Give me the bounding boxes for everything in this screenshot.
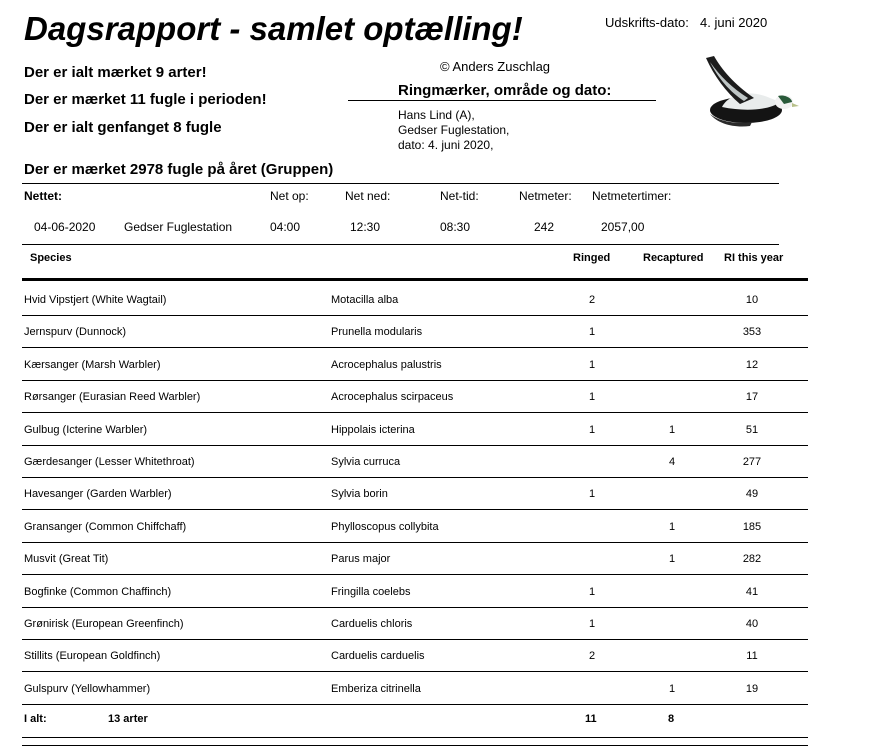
ri-year-count: 40 <box>745 618 759 630</box>
ringed-count: 1 <box>588 423 596 436</box>
net-station: Gedser Fuglestation <box>124 220 233 234</box>
ringed-count: 1 <box>588 488 596 501</box>
species-latin: Parus major <box>331 553 391 566</box>
totals-species: 13 arter <box>108 713 148 725</box>
ringer-underline <box>348 100 656 101</box>
recaptured-count: 1 <box>668 682 676 695</box>
table-row <box>0 414 884 446</box>
totals-rule-1 <box>22 737 808 738</box>
species-latin: Acrocephalus palustris <box>331 358 442 371</box>
table-row <box>0 284 884 316</box>
species-latin: Hippolais icterina <box>331 423 415 436</box>
species-latin: Motacilla alba <box>331 294 399 306</box>
table-row <box>0 316 884 348</box>
net-meter-hours-label: Netmetertimer: <box>592 189 672 203</box>
species-latin: Emberiza citrinella <box>331 682 421 695</box>
summary-species: Der er ialt mærket 9 arter! <box>24 64 207 81</box>
species-name: Musvit (Great Tit) <box>24 553 109 566</box>
species-name: Bogfinke (Common Chaffinch) <box>24 585 172 598</box>
species-name: Rørsanger (Eurasian Reed Warbler) <box>24 391 201 404</box>
ri-year-count: 282 <box>742 553 762 566</box>
species-name: Jernspurv (Dunnock) <box>24 326 127 339</box>
table-row <box>0 446 884 478</box>
species-latin: Carduelis chloris <box>331 618 413 630</box>
ringer-name: Hans Lind (A), <box>398 108 475 122</box>
col-ri-year: RI this year <box>724 252 784 264</box>
species-latin: Prunella modularis <box>331 326 423 339</box>
net-meter-hours: 2057,00 <box>601 220 645 234</box>
table-row <box>0 511 884 543</box>
species-name: Gærdesanger (Lesser Whitethroat) <box>24 456 195 468</box>
ri-year-count: 17 <box>745 391 759 404</box>
ringed-count: 1 <box>588 358 596 371</box>
col-species: Species <box>30 252 72 264</box>
table-row <box>0 543 884 575</box>
ringed-count: 1 <box>588 618 596 630</box>
year-total: Der er mærket 2978 fugle på året (Gruppen) <box>24 161 334 178</box>
recaptured-count: 1 <box>668 520 676 533</box>
summary-recaptured: Der er ialt genfanget 8 fugle <box>24 119 222 136</box>
table-row <box>0 608 884 640</box>
header-rule <box>22 278 808 281</box>
species-name: Havesanger (Garden Warbler) <box>24 488 172 501</box>
divider-net-bottom <box>22 244 779 245</box>
species-latin: Acrocephalus scirpaceus <box>331 391 454 404</box>
ri-year-count: 19 <box>745 682 759 695</box>
totals-label: I alt: <box>24 713 47 725</box>
ringed-count: 2 <box>588 650 596 663</box>
table-row <box>0 478 884 510</box>
table-row <box>0 673 884 705</box>
species-latin: Sylvia borin <box>331 488 388 501</box>
net-time: 08:30 <box>440 220 471 234</box>
col-ringed: Ringed <box>573 252 611 264</box>
recaptured-count: 4 <box>668 456 676 468</box>
ri-year-count: 12 <box>745 358 759 371</box>
species-latin: Phylloscopus collybita <box>331 520 439 533</box>
totals-ringed: 11 <box>585 713 597 725</box>
net-date: 04-06-2020 <box>34 220 96 234</box>
print-date-value: 4. juni 2020 <box>700 15 768 30</box>
col-recaptured: Recaptured <box>643 252 704 264</box>
ri-year-count: 49 <box>745 488 759 501</box>
ri-year-count: 41 <box>745 585 759 598</box>
ringer-station: Gedser Fuglestation, <box>398 123 510 137</box>
copyright: © Anders Zuschlag <box>440 59 551 74</box>
ringed-count: 1 <box>588 585 596 598</box>
net-close: 12:30 <box>350 220 381 234</box>
species-name: Hvid Vipstjert (White Wagtail) <box>24 294 167 306</box>
species-name: Kærsanger (Marsh Warbler) <box>24 358 161 371</box>
species-latin: Fringilla coelebs <box>331 585 411 598</box>
report-title: Dagsrapport - samlet optælling! <box>24 10 523 47</box>
ringed-count: 1 <box>588 391 596 404</box>
species-latin: Carduelis carduelis <box>331 650 425 663</box>
table-row <box>0 381 884 413</box>
ringed-count: 1 <box>588 326 596 339</box>
ringer-date: dato: 4. juni 2020, <box>398 138 494 152</box>
species-name: Grønirisk (European Greenfinch) <box>24 618 184 630</box>
net-open-label: Net op: <box>270 189 309 203</box>
totals-rule-2 <box>22 745 808 746</box>
ri-year-count: 51 <box>745 423 759 436</box>
ri-year-count: 353 <box>742 326 762 339</box>
net-label: Nettet: <box>24 189 62 203</box>
recaptured-count: 1 <box>668 553 676 566</box>
ri-year-count: 10 <box>745 294 759 306</box>
ri-year-count: 11 <box>746 650 758 663</box>
print-date-label: Udskrifts-dato: <box>605 15 689 30</box>
ri-year-count: 277 <box>742 456 762 468</box>
net-time-label: Net-tid: <box>440 189 479 203</box>
eider-duck-icon <box>700 52 800 135</box>
ringer-heading: Ringmærker, område og dato: <box>398 82 612 99</box>
ri-year-count: 185 <box>742 520 762 533</box>
divider-net-top <box>22 183 779 184</box>
summary-period: Der er mærket 11 fugle i perioden! <box>24 91 267 108</box>
table-row <box>0 640 884 672</box>
table-row <box>0 349 884 381</box>
totals-recaptured: 8 <box>668 713 675 725</box>
row-divider <box>22 704 808 705</box>
species-name: Gulspurv (Yellowhammer) <box>24 682 151 695</box>
net-close-label: Net ned: <box>345 189 391 203</box>
recaptured-count: 1 <box>668 423 676 436</box>
species-name: Stillits (European Goldfinch) <box>24 650 161 663</box>
net-open: 04:00 <box>270 220 301 234</box>
table-row <box>0 576 884 608</box>
ringed-count: 2 <box>588 294 596 306</box>
species-name: Gulbug (Icterine Warbler) <box>24 423 148 436</box>
species-name: Gransanger (Common Chiffchaff) <box>24 520 187 533</box>
net-meters-label: Netmeter: <box>519 189 572 203</box>
species-latin: Sylvia curruca <box>331 456 401 468</box>
net-meters: 242 <box>534 220 555 234</box>
